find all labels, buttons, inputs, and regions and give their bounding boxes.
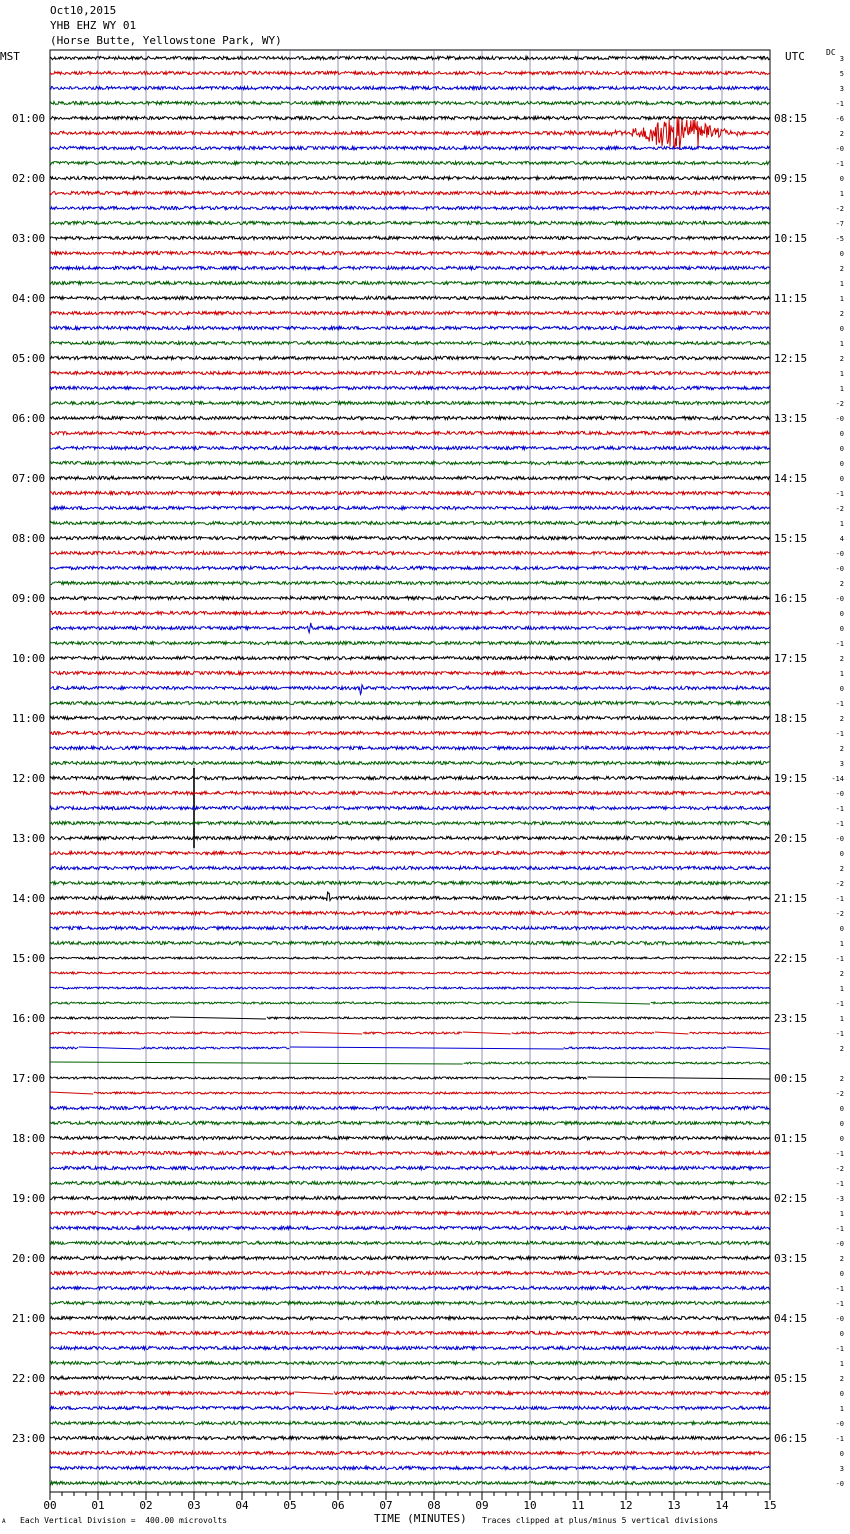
- seismic-trace: [50, 491, 770, 494]
- dc-offset-label: -1: [835, 1300, 844, 1308]
- dc-offset-label: 3: [839, 85, 844, 93]
- utc-hour-label: 06:15: [774, 1432, 808, 1445]
- dc-offset-label: 2: [839, 655, 844, 663]
- seismic-trace: [50, 731, 770, 734]
- dc-offset-label: -0: [835, 835, 844, 843]
- mst-hour-label: 12:00: [12, 772, 46, 785]
- dc-offset-label: 1: [839, 385, 844, 393]
- seismic-trace: [50, 656, 770, 659]
- seismic-trace: [50, 56, 770, 59]
- seismic-trace: [50, 987, 770, 989]
- mst-hour-label: 08:00: [12, 532, 46, 545]
- dc-offset-label: 0: [839, 475, 844, 483]
- dc-offset-label: 0: [839, 685, 844, 693]
- seismic-trace: [50, 1406, 770, 1409]
- seismic-trace: [50, 551, 770, 554]
- seismic-trace: [50, 191, 770, 194]
- seismic-trace: [50, 1301, 770, 1304]
- dc-offset-label: -1: [835, 700, 844, 708]
- mst-hour-label: 07:00: [12, 472, 46, 485]
- x-tick-label: 14: [715, 1499, 729, 1512]
- mst-hour-label: 01:00: [12, 112, 46, 125]
- dc-offset-label: -0: [835, 1420, 844, 1428]
- dc-offset-label: 2: [839, 1045, 844, 1053]
- dc-offset-label: 1: [839, 1360, 844, 1368]
- dc-offset-label: -0: [835, 565, 844, 573]
- seismic-trace: [50, 431, 770, 434]
- seismic-trace: [50, 1436, 770, 1439]
- dc-offset-label: -2: [835, 910, 844, 918]
- utc-hour-label: 08:15: [774, 112, 808, 125]
- seismic-trace: [50, 1451, 770, 1454]
- dc-offset-label: 1: [839, 370, 844, 378]
- seismic-trace: [50, 1077, 770, 1079]
- dc-offset-label: -2: [835, 1090, 844, 1098]
- seismic-trace: [50, 623, 770, 633]
- x-tick-label: 08: [427, 1499, 441, 1512]
- dc-offset-label: 0: [839, 250, 844, 258]
- dc-offset-label: -1: [835, 730, 844, 738]
- seismic-trace: [50, 972, 770, 974]
- seismic-trace: [50, 1002, 770, 1004]
- x-tick-label: 04: [235, 1499, 249, 1512]
- utc-hour-label: 09:15: [774, 172, 808, 185]
- dc-offset-label: -1: [835, 160, 844, 168]
- dc-offset-label: 1: [839, 670, 844, 678]
- header-date: Oct10,2015: [50, 4, 117, 17]
- mst-hour-label: 03:00: [12, 232, 46, 245]
- seismic-trace: [50, 746, 770, 749]
- dc-offset-label: -1: [835, 640, 844, 648]
- dc-label: DC: [826, 48, 836, 57]
- mst-hour-label: 10:00: [12, 652, 46, 665]
- seismic-trace: [50, 476, 770, 479]
- seismic-trace: [50, 1196, 770, 1199]
- dc-offset-label: 1: [839, 190, 844, 198]
- seismic-trace: [50, 806, 770, 809]
- utc-hour-label: 18:15: [774, 712, 808, 725]
- seismic-trace: [50, 281, 770, 284]
- dc-offset-label: 1: [839, 520, 844, 528]
- utc-hour-label: 20:15: [774, 832, 808, 845]
- seismic-trace: [50, 1166, 770, 1169]
- dc-offset-label: -2: [835, 205, 844, 213]
- dc-offset-label: -6: [835, 115, 844, 123]
- mst-hour-label: 13:00: [12, 832, 46, 845]
- seismic-trace: [50, 311, 770, 314]
- dc-offset-label: -1: [835, 1345, 844, 1353]
- seismic-trace: [50, 881, 770, 884]
- seismic-trace: [50, 1136, 770, 1139]
- mst-hour-label: 21:00: [12, 1312, 46, 1325]
- seismic-trace: [50, 371, 770, 374]
- dc-offset-label: -0: [835, 415, 844, 423]
- seismic-trace: [50, 101, 770, 104]
- dc-offset-label: 2: [839, 745, 844, 753]
- dc-offset-label: -1: [835, 1180, 844, 1188]
- dc-offset-label: 2: [839, 130, 844, 138]
- mst-hour-label: 06:00: [12, 412, 46, 425]
- dc-offset-label: 1: [839, 340, 844, 348]
- mst-hour-label: 22:00: [12, 1372, 46, 1385]
- dc-offset-label: 2: [839, 970, 844, 978]
- x-tick-label: 07: [379, 1499, 393, 1512]
- dc-offset-label: -1: [835, 820, 844, 828]
- seismic-trace: [50, 71, 770, 74]
- seismic-trace: [50, 671, 770, 674]
- utc-hour-label: 16:15: [774, 592, 808, 605]
- utc-hour-label: 00:15: [774, 1072, 808, 1085]
- seismic-trace: [50, 581, 770, 584]
- mst-hour-label: 05:00: [12, 352, 46, 365]
- dc-offset-label: 0: [839, 925, 844, 933]
- mst-hour-label: 18:00: [12, 1132, 46, 1145]
- utc-hour-label: 19:15: [774, 772, 808, 785]
- seismic-trace: [50, 641, 770, 644]
- seismic-trace: [50, 1361, 770, 1364]
- dc-offset-label: 2: [839, 715, 844, 723]
- seismic-trace: [50, 221, 770, 224]
- utc-hour-label: 05:15: [774, 1372, 808, 1385]
- seismic-trace: [50, 866, 770, 869]
- dc-offset-label: -1: [835, 490, 844, 498]
- seismic-trace: [50, 911, 770, 914]
- seismic-trace: [50, 1376, 770, 1379]
- dc-offset-label: -1: [835, 895, 844, 903]
- left-timezone-label: MST: [0, 50, 20, 63]
- utc-hour-label: 15:15: [774, 532, 808, 545]
- dc-offset-label: -0: [835, 145, 844, 153]
- x-axis-label: TIME (MINUTES): [374, 1512, 467, 1525]
- seismic-trace: [50, 1286, 770, 1289]
- dc-offset-label: 2: [839, 355, 844, 363]
- utc-hour-label: 01:15: [774, 1132, 808, 1145]
- seismic-trace: [50, 1017, 770, 1019]
- seismic-trace: [50, 416, 770, 419]
- dc-offset-label: 2: [839, 1255, 844, 1263]
- seismic-trace: [50, 1391, 770, 1394]
- x-tick-label: 02: [139, 1499, 153, 1512]
- mst-hour-label: 17:00: [12, 1072, 46, 1085]
- x-tick-label: 13: [667, 1499, 681, 1512]
- mst-hour-label: 23:00: [12, 1432, 46, 1445]
- seismic-trace: [50, 236, 770, 239]
- dc-offset-label: -2: [835, 880, 844, 888]
- dc-offset-label: 2: [839, 1075, 844, 1083]
- seismic-trace: [50, 1241, 770, 1244]
- seismic-trace: [50, 146, 770, 149]
- utc-hour-label: 04:15: [774, 1312, 808, 1325]
- dc-offset-label: 0: [839, 445, 844, 453]
- seismic-trace: [50, 1466, 770, 1469]
- dc-offset-label: 2: [839, 310, 844, 318]
- seismic-trace: [50, 716, 770, 719]
- seismic-trace: [50, 1047, 770, 1049]
- dc-offset-label: -1: [835, 955, 844, 963]
- header-location: (Horse Butte, Yellowstone Park, WY): [50, 34, 282, 47]
- seismic-trace: [50, 1481, 770, 1484]
- x-tick-label: 06: [331, 1499, 345, 1512]
- seismic-trace: [50, 1316, 770, 1319]
- seismic-trace: [50, 356, 770, 359]
- seismic-trace: [50, 506, 770, 509]
- dc-offset-label: -2: [835, 400, 844, 408]
- seismic-trace: [50, 1106, 770, 1109]
- dc-offset-label: 3: [839, 1465, 844, 1473]
- dc-offset-label: -1: [835, 1285, 844, 1293]
- dc-offset-label: 0: [839, 1270, 844, 1278]
- seismic-trace: [50, 117, 770, 150]
- seismic-trace: [50, 761, 770, 764]
- utc-hour-label: 23:15: [774, 1012, 808, 1025]
- dc-offset-label: -1: [835, 1030, 844, 1038]
- dc-offset-label: 0: [839, 325, 844, 333]
- dc-offset-label: 2: [839, 865, 844, 873]
- dc-offset-label: 0: [839, 1135, 844, 1143]
- x-tick-label: 12: [619, 1499, 633, 1512]
- x-tick-label: 05: [283, 1499, 297, 1512]
- utc-hour-label: 14:15: [774, 472, 808, 485]
- dc-offset-label: 0: [839, 1330, 844, 1338]
- seismic-trace: [50, 386, 770, 389]
- utc-hour-label: 02:15: [774, 1192, 808, 1205]
- dc-offset-label: 0: [839, 175, 844, 183]
- dc-offset-label: 0: [839, 430, 844, 438]
- dc-offset-label: 0: [839, 850, 844, 858]
- seismic-trace: [50, 341, 770, 344]
- seismic-trace: [50, 836, 770, 839]
- seismic-trace: [50, 326, 770, 329]
- mst-hour-label: 19:00: [12, 1192, 46, 1205]
- seismic-trace: [50, 176, 770, 179]
- seismic-trace: [50, 536, 770, 539]
- x-tick-label: 15: [763, 1499, 777, 1512]
- dc-offset-label: -2: [835, 1165, 844, 1173]
- dc-offset-label: 1: [839, 1015, 844, 1023]
- dc-offset-label: -0: [835, 790, 844, 798]
- mst-hour-label: 02:00: [12, 172, 46, 185]
- dc-offset-label: -14: [831, 775, 844, 783]
- seismic-trace: [50, 401, 770, 404]
- dc-offset-label: -1: [835, 805, 844, 813]
- seismic-trace: [50, 926, 770, 929]
- dc-offset-label: 0: [839, 1390, 844, 1398]
- dc-offset-label: -1: [835, 1225, 844, 1233]
- seismic-trace: [50, 116, 770, 119]
- mst-hour-label: 20:00: [12, 1252, 46, 1265]
- dc-offset-label: 3: [839, 55, 844, 63]
- mst-hour-label: 09:00: [12, 592, 46, 605]
- seismic-trace: [50, 685, 770, 695]
- dc-offset-label: 0: [839, 460, 844, 468]
- plot-frame: [50, 50, 770, 1492]
- utc-hour-label: 17:15: [774, 652, 808, 665]
- seismic-trace: [50, 701, 770, 704]
- dc-offset-label: 5: [839, 70, 844, 78]
- dc-offset-label: 1: [839, 295, 844, 303]
- seismic-trace: [50, 1121, 770, 1124]
- mst-hour-label: 15:00: [12, 952, 46, 965]
- seismic-trace: [50, 86, 770, 89]
- dc-offset-label: -2: [835, 505, 844, 513]
- seismic-trace: [50, 1331, 770, 1334]
- seismic-trace: [50, 1421, 770, 1424]
- x-tick-label: 00: [43, 1499, 57, 1512]
- dc-offset-label: 0: [839, 1450, 844, 1458]
- dc-offset-label: -1: [835, 1000, 844, 1008]
- seismic-trace: [50, 1226, 770, 1229]
- utc-hour-label: 13:15: [774, 412, 808, 425]
- dc-offset-label: -7: [835, 220, 844, 228]
- corner-mark: A: [2, 1518, 6, 1525]
- dc-offset-label: -0: [835, 1480, 844, 1488]
- clip-note: Traces clipped at plus/minus 5 vertical divisions: [482, 1516, 719, 1525]
- seismic-trace: [50, 521, 770, 524]
- dc-offset-label: 0: [839, 1105, 844, 1113]
- dc-offset-label: -1: [835, 1435, 844, 1443]
- dc-offset-label: 1: [839, 940, 844, 948]
- utc-hour-label: 22:15: [774, 952, 808, 965]
- utc-hour-label: 11:15: [774, 292, 808, 305]
- dc-offset-label: 1: [839, 280, 844, 288]
- seismic-trace: [50, 611, 770, 614]
- dc-offset-label: 1: [839, 1210, 844, 1218]
- seismic-trace: [50, 791, 770, 794]
- dc-offset-label: -0: [835, 1240, 844, 1248]
- dc-offset-label: 3: [839, 760, 844, 768]
- seismic-trace: [50, 1181, 770, 1184]
- dc-offset-label: 2: [839, 265, 844, 273]
- dc-offset-label: 2: [839, 1375, 844, 1383]
- x-tick-label: 11: [571, 1499, 585, 1512]
- seismic-trace: [50, 461, 770, 464]
- seismic-trace: [50, 892, 770, 901]
- seismic-trace: [50, 161, 770, 164]
- dc-offset-label: 0: [839, 625, 844, 633]
- utc-hour-label: 21:15: [774, 892, 808, 905]
- seismic-trace: [50, 251, 770, 254]
- header-station: YHB EHZ WY 01: [50, 19, 137, 32]
- dc-offset-label: 4: [839, 535, 844, 543]
- seismic-trace: [50, 1271, 770, 1274]
- dc-offset-label: 1: [839, 985, 844, 993]
- seismic-trace: [50, 1346, 770, 1349]
- seismic-trace: [50, 596, 770, 599]
- seismic-trace: [50, 941, 770, 944]
- seismic-trace: [50, 566, 770, 569]
- dc-offset-label: -0: [835, 595, 844, 603]
- seismic-trace: [50, 851, 770, 854]
- dc-offset-label: 0: [839, 610, 844, 618]
- utc-hour-label: 10:15: [774, 232, 808, 245]
- seismic-trace: [50, 1256, 770, 1259]
- seismic-trace: [50, 266, 770, 269]
- dc-offset-label: -0: [835, 1315, 844, 1323]
- dc-offset-label: -5: [835, 235, 844, 243]
- mst-hour-label: 04:00: [12, 292, 46, 305]
- seismic-trace: [50, 206, 770, 209]
- seismic-trace: [50, 1211, 770, 1214]
- x-tick-label: 01: [91, 1499, 105, 1512]
- dc-offset-label: -3: [835, 1195, 844, 1203]
- dc-offset-label: 1: [839, 1405, 844, 1413]
- seismic-trace: [50, 1062, 770, 1064]
- x-tick-label: 10: [523, 1499, 537, 1512]
- seismic-trace: [50, 1151, 770, 1154]
- dc-offset-label: 2: [839, 580, 844, 588]
- utc-hour-label: 03:15: [774, 1252, 808, 1265]
- mst-hour-label: 14:00: [12, 892, 46, 905]
- seismic-trace: [50, 1032, 770, 1034]
- mst-hour-label: 16:00: [12, 1012, 46, 1025]
- seismic-trace: [50, 821, 770, 824]
- seismic-trace: [50, 446, 770, 449]
- dc-offset-label: -1: [835, 1150, 844, 1158]
- dc-offset-label: 0: [839, 1120, 844, 1128]
- seismic-trace: [50, 1092, 770, 1094]
- seismic-trace: [50, 296, 770, 299]
- scale-note: Each Vertical Division = 400.00 microvolts: [20, 1516, 228, 1525]
- seismic-trace: [50, 957, 770, 959]
- x-tick-label: 09: [475, 1499, 489, 1512]
- x-tick-label: 03: [187, 1499, 201, 1512]
- right-timezone-label: UTC: [785, 50, 805, 63]
- mst-hour-label: 11:00: [12, 712, 46, 725]
- dc-offset-label: -0: [835, 550, 844, 558]
- utc-hour-label: 12:15: [774, 352, 808, 365]
- seismic-trace: [50, 776, 770, 779]
- dc-offset-label: -1: [835, 100, 844, 108]
